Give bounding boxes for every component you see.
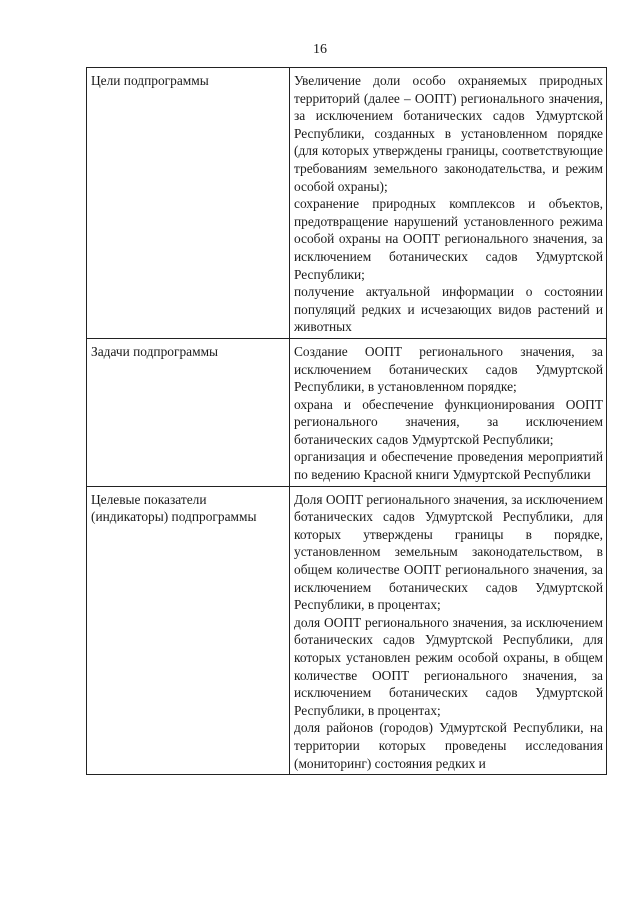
row-value-goals [290,68,607,339]
row-label-text: (индикаторы) подпрограммы [91,509,257,525]
goal-paragraph: получение актуальной информации о состоянии популяций редких и исчезающих видов растений и животных [294,284,603,335]
task-paragraph: охрана и обеспечение функционирования ООПТ регионального значения, за исключением ботанических садов Удмуртской Республики; [294,396,603,447]
row-label-goals [87,68,290,339]
indicator-paragraph: доля районов (городов) Удмуртской Республики, на территории которых проведены исследования (мониторинг) состояния редких и [294,720,603,771]
row-label-text: Целевые показатели [91,491,207,507]
task-paragraph: организация и обеспечение проведения мероприятий по ведению Красной книги Удмуртской Республики [294,449,603,483]
goal-paragraph: Увеличение доли особо охраняемых природных территорий (далее – ООПТ) регионального значения, за исключением ботанических садов Удмуртской Республики, созданных в установленном порядке (для которых утверждены границы, соответствующие требованиям земельного законодательства, и режим особой охраны); [294,73,603,194]
indicator-paragraph: доля ООПТ регионального значения, за исключением ботанических садов Удмуртской Республики, для которых установлен режим особой охраны, в общем количестве ООПТ регионального значения, за исключением ботанических садов Удмуртской Республики, в процентах; [294,614,603,718]
row-value-indicators [290,486,607,775]
subprogram-passport-table [86,67,607,775]
table-row-tasks [87,338,607,486]
page-number: 16 [313,42,327,57]
row-label-indicators [87,486,290,775]
row-label-text: Задачи подпрограммы [91,343,219,359]
row-value-tasks [290,338,607,486]
row-label-text: Цели подпрограммы [91,73,209,88]
task-paragraph: Создание ООПТ регионального значения, за исключением ботанических садов Удмуртской Республики, в установленном порядке; [294,343,603,395]
indicator-paragraph: Доля ООПТ регионального значения, за исключением ботанических садов Удмуртской Республики, для которых утверждены границы в порядке, установленном земельным законодательством, в общем количестве ООПТ регионального значения, за исключением ботанических садов Удмуртской Республики, в процентах; [294,491,603,613]
table-row-indicators [87,486,607,775]
goal-paragraph: сохранение природных комплексов и объектов, предотвращение нарушений установленного режима особой охраны на ООПТ регионального значения, за исключением ботанических садов Удмуртской Республики; [294,196,603,282]
row-label-tasks [87,338,290,486]
table-row-goals [87,68,607,339]
